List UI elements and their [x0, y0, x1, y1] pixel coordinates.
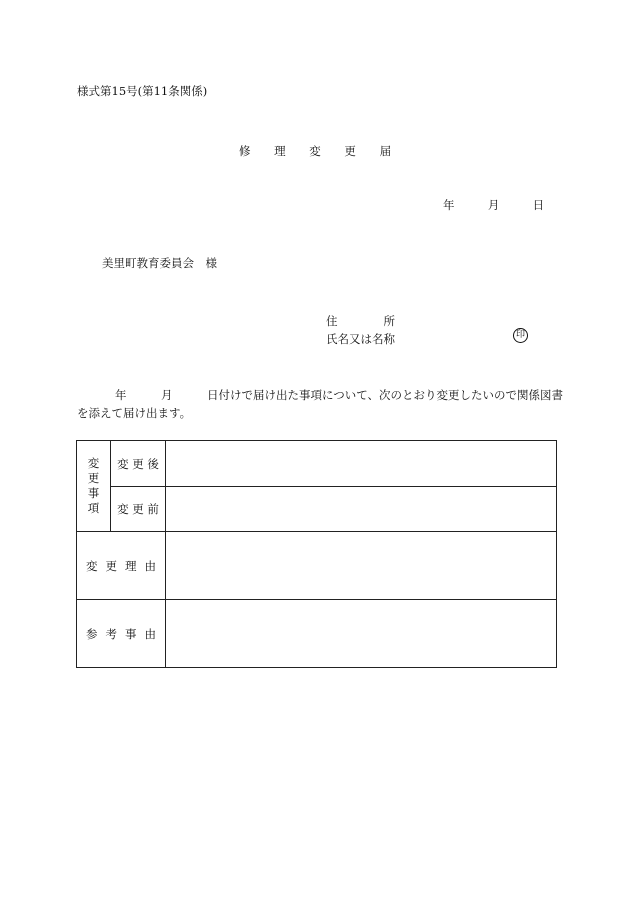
title-char: 理 [274, 144, 286, 158]
date-month: 月 [487, 198, 500, 212]
addressee: 美里町教育委員会 様 [102, 256, 217, 270]
seal-mark: 印 [513, 328, 528, 343]
date-line [443, 197, 544, 213]
reference-reason-label: 参 考 事 由 [77, 600, 166, 668]
table-row [77, 600, 557, 668]
table-row [77, 487, 557, 532]
date-year: 年 [443, 198, 455, 212]
body-text-line-2: を添えて届け出ます。 [77, 406, 192, 420]
change-details-table [76, 440, 557, 668]
body-text-line-1: 年 月 日付けで届け出た事項について、次のとおり変更したいので関係図書 [115, 388, 564, 402]
title-char: 修 [238, 144, 251, 158]
name-label: 氏名又は名称 [326, 332, 395, 346]
title-char: 更 [344, 144, 356, 158]
reference-reason-field[interactable] [166, 600, 557, 668]
date-day: 日 [532, 198, 545, 212]
address-label: 住 所 [326, 314, 395, 328]
form-number: 様式第15号(第11条関係) [77, 84, 208, 98]
after-change-label: 変 更 後 [111, 441, 166, 487]
document-title [0, 143, 630, 159]
table-row [77, 532, 557, 600]
title-char: 変 [309, 144, 321, 158]
before-change-label: 変 更 前 [111, 487, 166, 532]
change-reason-field[interactable] [166, 532, 557, 600]
after-change-field[interactable] [166, 441, 557, 487]
table-row [77, 441, 557, 487]
change-reason-label: 変 更 理 由 [77, 532, 166, 600]
before-change-field[interactable] [166, 487, 557, 532]
title-char: 届 [379, 144, 392, 158]
change-items-label: 変 更 事 項 [77, 441, 111, 532]
